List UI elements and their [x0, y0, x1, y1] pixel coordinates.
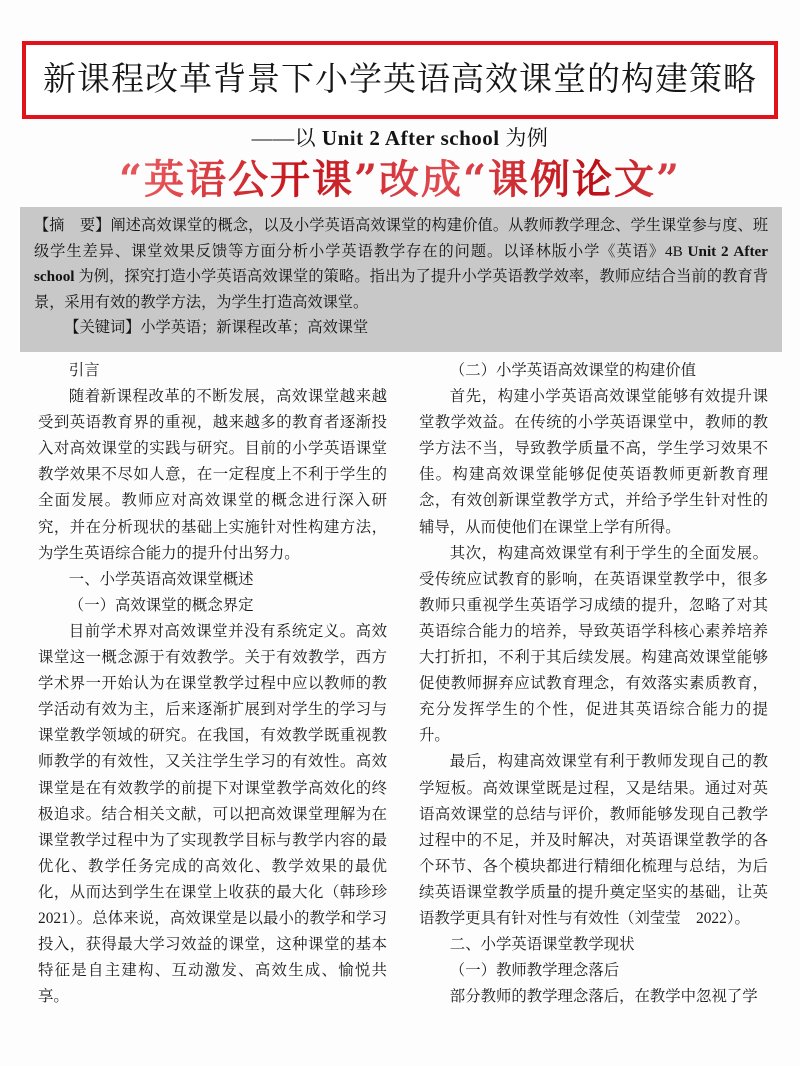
- abstract-bold-unit2: Unit 2: [687, 242, 729, 260]
- subtitle-prefix: ——以: [251, 126, 322, 150]
- paragraph-1-1: 目前学术界对高效课堂并没有系统定义。高效课堂这一概念源于有效教学。关于有效教学，西方学术界一开始认为在课堂教学过程中应以教师的教学活动有效为主，后来逐渐扩展到对学生的学习与课堂教学领域的研究。在我国，有效教学既重视教师教学的有效性，又关注学生学习的有效性。高效课堂是在有效教学的前提下对课堂教学高效化的终极追求。结合相关文献，可以把高效课堂理解为在课堂教学过程中为了实现教学目标与教学内容的最优化、教学任务完成的高效化、教学效果的最优化，从而达到学生在课堂上收获的最大化（韩珍珍 2021）。总体来说，高效课堂是以最小的教学和学习投入，获得最大学习效益的课堂，这种课堂的基本特征是自主建构、互动激发、高效生成、愉悦共享。: [38, 622, 403, 1006]
- page-title: 新课程改革背景下小学英语高效课堂的构建策略: [43, 61, 757, 98]
- paragraph-intro: 随着新课程改革的不断发展，高效课堂越来越受到英语教育界的重视，越来越多的教育者逐渐投入对高效课堂的实践与研究。目前的小学英语课堂教学效果不尽如人意，在一定程度上不利于学生的全面发展。教师应对高效课堂的概念进行深入研究，并在分析现状的基础上实施针对性构建方法，为学生英语综合能力的提升付出努力。: [38, 388, 387, 562]
- abstract-line-4: 前的教育背景，采用有效的教学方法，为学生打造高效课堂。: [34, 268, 769, 311]
- abstract-text: [34, 213, 768, 315]
- abstract-bold-afterschool: After school: [34, 242, 768, 285]
- heading-intro: 引言: [68, 362, 100, 379]
- paragraph-2-1: 部分教师的教学理念落后，在教学中忽视了学: [449, 988, 758, 1006]
- heading-section-1-2: （二）小学英语高效课堂的构建价值: [449, 362, 697, 379]
- keywords-line: [34, 315, 768, 341]
- heading-section-2-1: （一）教师教学理念落后: [449, 962, 620, 980]
- abstract-line-3: 为例，探究打造小学英语高效课堂的策略。指出为了提升小学英语教学效率，教师应结合当: [74, 268, 692, 285]
- title-box: [22, 41, 778, 119]
- paragraph-first: 首先，构建小学英语高效课堂能够有效提升课堂教学效益。在传统的小学英语课堂中，教师的教学方法不当，导致教学质量不高，学生学习效果不佳。构建高效课堂能够促使英语教师更新教育理念，有效创新课堂教学方式，并给予学生针对性的辅导，从而使他们在课堂上学有所得。: [419, 388, 768, 536]
- subtitle-bold-unit: Unit 2 After school: [321, 126, 500, 150]
- heading-section-2: 二、小学英语课堂教学现状: [449, 936, 635, 954]
- keywords-text: 【关键词】小学英语；新课程改革；高效课堂: [64, 319, 369, 336]
- heading-section-1: 一、小学英语高效课堂概述: [68, 570, 254, 588]
- body-columns: [38, 358, 768, 1058]
- red-banner-heading: “英语公开课”改成“课例论文”: [0, 158, 800, 201]
- subtitle-suffix: 为例: [499, 126, 549, 150]
- abstract-block: [20, 207, 782, 352]
- heading-section-1-1: （一）高效课堂的概念界定: [68, 596, 254, 614]
- subtitle: [0, 122, 800, 152]
- abstract-line-1: 【摘 要】阐述高效课堂的概念，以及小学英语高效课堂的构建价值。从教师教学理念、学生课堂参与: [34, 217, 723, 234]
- left-column: [38, 358, 403, 1058]
- right-column: [419, 358, 768, 1058]
- abstract-line-2: 度、班级学生差异、课堂效果反馈等方面分析小学英语教学存在的问题。以译林版小学《英语》4B: [34, 217, 769, 260]
- paragraph-third: 最后，构建高效课堂有利于教师发现自己的教学短板。高效课堂既是过程，又是结果。通过对英语高效课堂的总结与评价，教师能够发现自己教学过程中的不足，并及时解决，对英语课堂教学的各个环节、各个模块都进行精细化梳理与总结，为后续英语课堂教学质量的提升奠定坚实的基础，让英语教学更具有针对性与有效性（刘莹莹 2022）。: [419, 753, 768, 927]
- paragraph-second: 其次，构建高效课堂有利于学生的全面发展。受传统应试教育的影响，在英语课堂教学中，很多教师只重视学生英语学习成绩的提升，忽略了对其英语综合能力的培养，导致英语学科核心素养培养大打折扣，不利于其后续发展。构建高效课堂能够促使教师摒弃应试教育理念，有效落实素质教育，充分发挥学生的个性，促进其英语综合能力的提升。: [419, 544, 768, 745]
